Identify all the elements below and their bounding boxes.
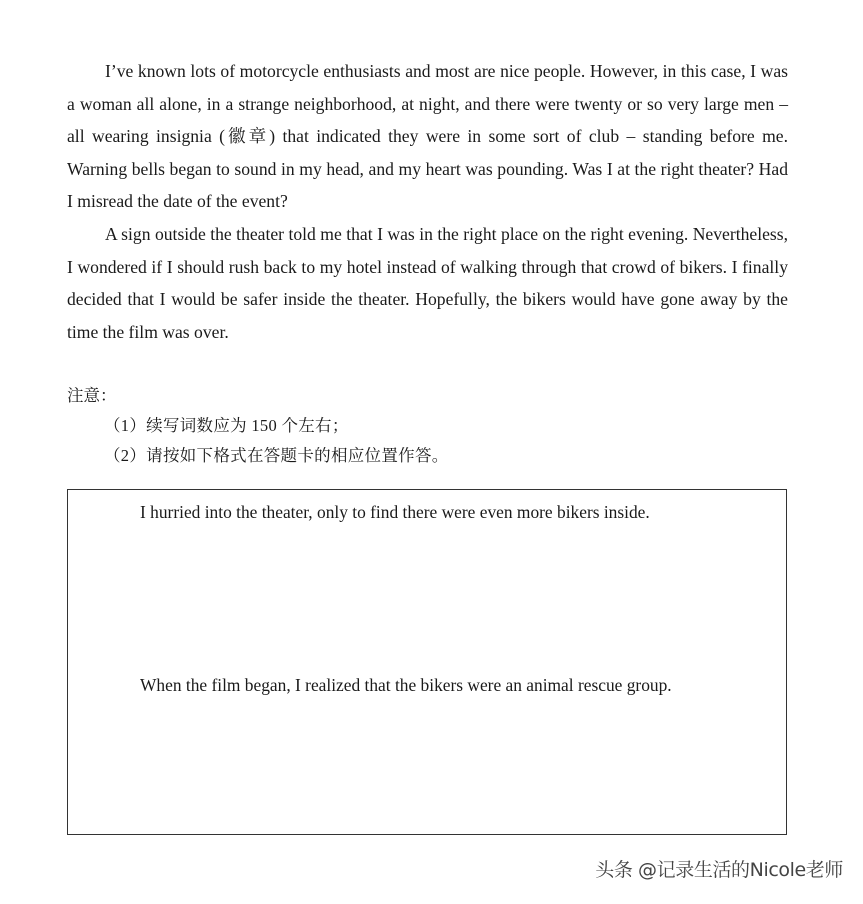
- passage-paragraph: A sign outside the theater told me that I was in the right place on the right evening. Nevertheless, I wondered if I should rush back to my hotel instead of walking through that crowd of bikers. I finally decided that I would be safer inside the theater. Hopefully, the bikers would have gone away by the time the film was over.: [67, 223, 788, 342]
- watermark: 头条 @记录生活的Nicole老师: [595, 859, 843, 881]
- notes-section: [67, 381, 449, 471]
- first-sentence-prompt: I hurried into the theater, only to find there were even more bikers inside.: [140, 502, 650, 522]
- notes-heading: 注意：: [67, 386, 117, 405]
- answer-box: [67, 489, 787, 835]
- notes-item-format: （2）请按如下格式在答题卡的相应位置作答。: [104, 446, 449, 465]
- passage-paragraph: I’ve known lots of motorcycle enthusiasts and most are nice people. However, in this case, I was a woman all alone, in a strange neighborhood, at night, and there were twenty or so very large men – all wearing insignia (徽章) that indicated they were in some sort of club – standing before me. Warning bells began to sound in my head, and my heart was pounding. Was I at the right theater? Had I misread the date of the event?: [67, 61, 788, 212]
- passage: [67, 55, 788, 348]
- second-sentence-prompt: When the film began, I realized that the bikers were an animal rescue group.: [140, 675, 672, 695]
- notes-item-word-count: （1）续写词数应为 150 个左右；: [104, 416, 349, 435]
